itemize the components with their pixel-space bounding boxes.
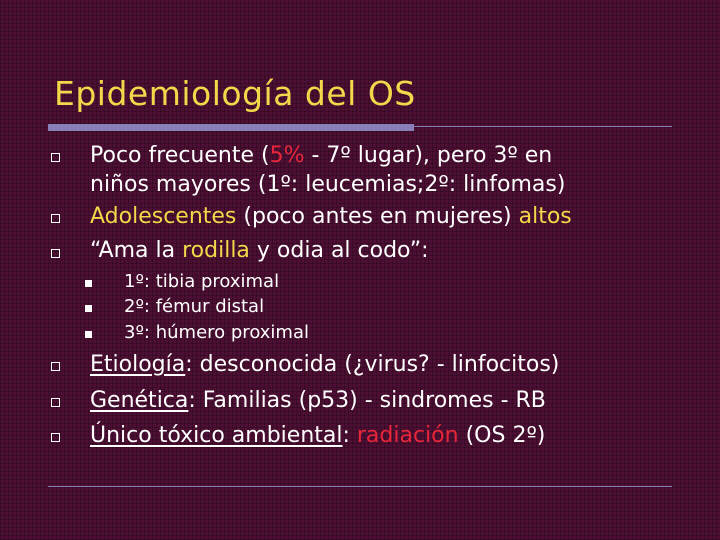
- highlight-red-text: 5%: [269, 143, 305, 168]
- hollow-square-bullet-icon: [51, 249, 60, 258]
- sub-bullet-1: 1º: tibia proximal: [124, 271, 280, 292]
- filled-square-bullet-icon: [85, 331, 92, 338]
- text: : desconocida (¿virus? - linfocitos): [185, 352, 560, 377]
- bottom-rule: [48, 486, 672, 487]
- slide-title: Epidemiología del OS: [54, 74, 416, 113]
- text: : Familias (p53) - sindromes - RB: [188, 388, 546, 413]
- sub-bullet-3: 3º: húmero proximal: [124, 322, 309, 343]
- text: :: [342, 423, 357, 448]
- underlined-text: Genética: [90, 388, 189, 413]
- filled-square-bullet-icon: [85, 280, 92, 287]
- bullet-1-line-1: [90, 142, 552, 170]
- text: Poco frecuente (: [90, 143, 270, 168]
- underlined-text: Etiología: [90, 352, 186, 377]
- sub-bullet-2: 2º: fémur distal: [124, 296, 265, 317]
- hollow-square-bullet-icon: [51, 214, 60, 223]
- bullet-4: [90, 351, 559, 379]
- text: y odia al codo”:: [249, 238, 429, 263]
- title-rule-thick: [48, 124, 414, 131]
- hollow-square-bullet-icon: [51, 153, 60, 162]
- text: (poco antes en mujeres): [236, 204, 519, 229]
- filled-square-bullet-icon: [85, 305, 92, 312]
- text: - 7º lugar), pero 3º en: [304, 143, 553, 168]
- text: (OS 2º): [458, 423, 546, 448]
- bullet-2: [90, 203, 572, 231]
- bullet-1-line-2: niños mayores (1º: leucemias;2º: linfomas): [90, 172, 566, 197]
- underlined-text: Único tóxico ambiental: [90, 423, 343, 448]
- bullet-3: [90, 237, 429, 265]
- text: “Ama la: [90, 238, 183, 263]
- highlight-red-text: radiación: [356, 423, 459, 448]
- highlight-yellow-text: altos: [518, 204, 572, 229]
- highlight-yellow-text: rodilla: [182, 238, 250, 263]
- bullet-5: [90, 387, 546, 415]
- hollow-square-bullet-icon: [51, 362, 60, 371]
- hollow-square-bullet-icon: [51, 433, 60, 442]
- highlight-yellow-text: Adolescentes: [90, 204, 237, 229]
- hollow-square-bullet-icon: [51, 398, 60, 407]
- title-rule-thin: [414, 126, 672, 127]
- bullet-6: [90, 422, 545, 450]
